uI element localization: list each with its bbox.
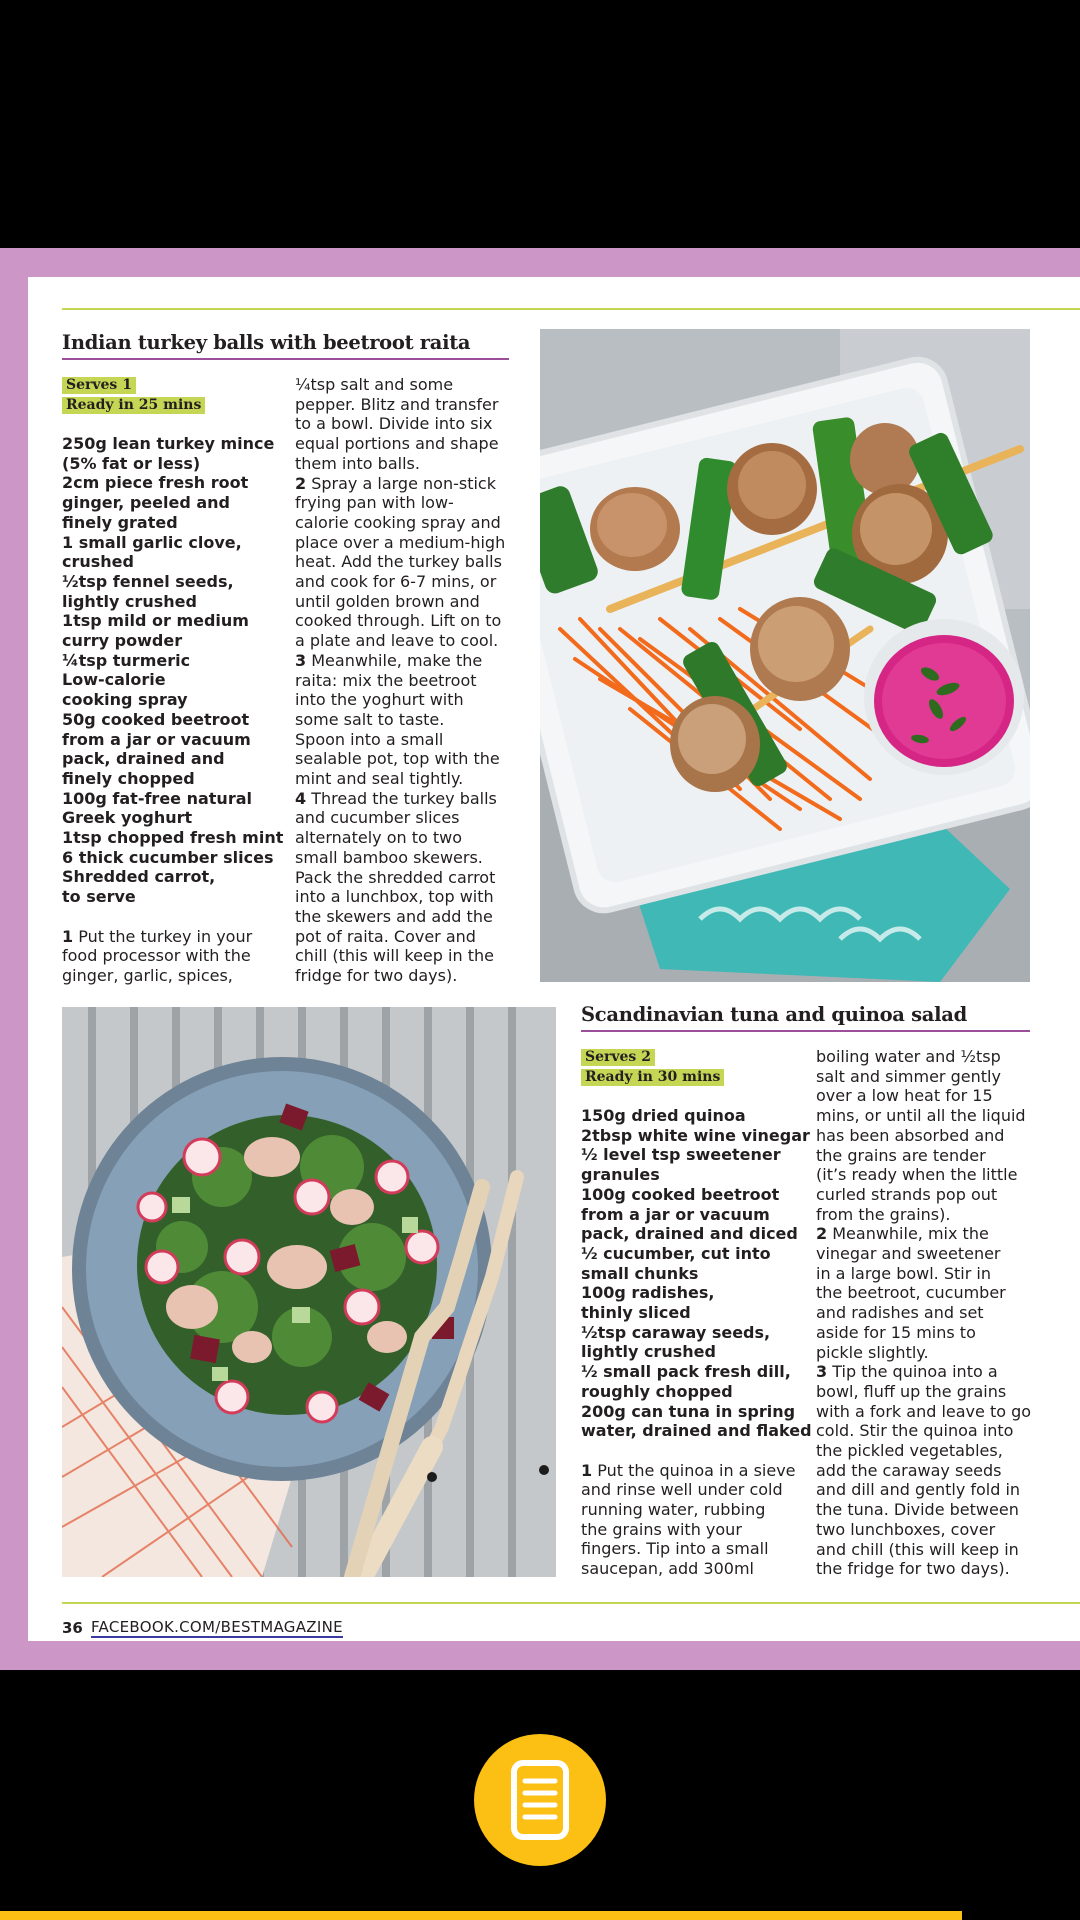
ingredient-line: 100g fat-free natural: [62, 788, 252, 808]
method-text: the skewers and add the: [295, 906, 493, 926]
method-text: fingers. Tip into a small: [581, 1539, 769, 1559]
method-line: [816, 1224, 1041, 1244]
method-line: [581, 1559, 806, 1579]
method-text: and dill and gently fold in: [816, 1480, 1021, 1500]
method-line: [581, 1520, 806, 1540]
method-text: Tip the quinoa into a: [832, 1362, 998, 1382]
recipe2-title-rule: [581, 1030, 1030, 1032]
method-line: [295, 710, 520, 730]
ingredient-line: 2cm piece fresh root: [62, 473, 249, 493]
tuna-salad-photo: [62, 1007, 556, 1577]
method-text: food processor with the: [62, 946, 251, 966]
method-line: [816, 1106, 1041, 1126]
method-line: [295, 395, 520, 415]
method-text: and chill (this will keep in: [816, 1539, 1019, 1559]
method-line: [295, 434, 520, 454]
ingredient-line: ½ small pack fresh dill,: [581, 1362, 791, 1382]
method-text: from the grains).: [816, 1204, 951, 1224]
method-text: two lunchboxes, cover: [816, 1519, 996, 1539]
method-line: [816, 1205, 1041, 1225]
page-number: 36: [62, 1619, 83, 1637]
method-text: the tuna. Divide between: [816, 1500, 1019, 1520]
method-text: to a bowl. Divide into six: [295, 414, 493, 434]
method-line: [295, 808, 520, 828]
ingredient-line: 150g dried quinoa: [581, 1106, 746, 1125]
ingredient-line: 1tsp chopped fresh mint: [62, 828, 284, 848]
document-button[interactable]: [474, 1734, 606, 1866]
method-text: (it’s ready when the little: [816, 1165, 1018, 1185]
method-line: [295, 375, 520, 395]
method-line: [816, 1480, 1041, 1500]
method-line: [816, 1244, 1041, 1264]
step-number: 1: [581, 1460, 593, 1480]
method-line: [295, 946, 520, 966]
ingredient-line: thinly sliced: [581, 1303, 691, 1323]
method-line: [816, 1441, 1041, 1461]
method-text: Thread the turkey balls: [311, 788, 497, 808]
method-text: Spray a large non-stick: [311, 473, 496, 493]
recipe2-method-part1: [581, 1461, 806, 1579]
method-text: chill (this will keep in the: [295, 946, 494, 966]
ingredient-line: 50g cooked beetroot: [62, 709, 250, 729]
ingredient-line: 200g can tuna in spring: [581, 1401, 796, 1421]
recipe1-title: Indian turkey balls with beetroot raita: [62, 331, 471, 354]
method-line: [295, 671, 520, 691]
method-line: [816, 1126, 1041, 1146]
method-text: saucepan, add 300ml: [581, 1559, 754, 1579]
method-line: [295, 474, 520, 494]
method-text: aside for 15 mins to: [816, 1322, 976, 1342]
method-line: [816, 1402, 1041, 1422]
method-text: Pack the shredded carrot: [295, 867, 496, 887]
recipe2-column-2: [816, 1047, 1041, 1579]
method-line: [62, 966, 292, 986]
method-line: [295, 907, 520, 927]
method-text: fridge for two days).: [295, 966, 458, 986]
method-text: has been absorbed and: [816, 1125, 1005, 1145]
method-line: [816, 1047, 1041, 1067]
method-line: [295, 631, 520, 651]
method-line: [816, 1185, 1041, 1205]
document-icon: [474, 1734, 606, 1866]
ingredient-line: pack, drained and diced: [581, 1224, 798, 1244]
step-number: 3: [295, 650, 307, 670]
ingredient-line: ½ cucumber, cut into: [581, 1243, 771, 1263]
method-line: [295, 730, 520, 750]
ingredient-line: 250g lean turkey mince: [62, 434, 275, 453]
ingredient-line: 1 small garlic clove,: [62, 532, 242, 552]
ingredient-line: small chunks: [581, 1263, 699, 1283]
method-line: [295, 828, 520, 848]
recipe2-ingredients: [581, 1106, 812, 1441]
method-text: mins, or until all the liquid: [816, 1106, 1026, 1126]
method-line: [295, 552, 520, 572]
recipe1-method-part1: [62, 927, 292, 986]
method-line: [295, 513, 520, 533]
method-text: add the caraway seeds: [816, 1460, 1002, 1480]
method-line: [295, 533, 520, 553]
recipe2-method-part2: [816, 1047, 1041, 1579]
ingredient-line: finely grated: [62, 512, 178, 532]
method-line: [816, 1343, 1041, 1363]
method-text: the grains with your: [581, 1519, 742, 1539]
method-line: [295, 592, 520, 612]
method-line: [816, 1067, 1041, 1087]
recipe2-column-1: [581, 1106, 812, 1579]
top-divider: [62, 308, 1080, 310]
method-line: [295, 651, 520, 671]
method-text: some salt to taste.: [295, 709, 445, 729]
ingredient-line: granules: [581, 1165, 660, 1185]
method-text: salt and simmer gently: [816, 1066, 1001, 1086]
ingredient-line: curry powder: [62, 631, 183, 651]
recipe1-title-rule: [62, 358, 509, 360]
method-line: [295, 572, 520, 592]
method-line: [581, 1480, 806, 1500]
method-text: running water, rubbing: [581, 1500, 766, 1520]
method-line: [816, 1421, 1041, 1441]
method-text: place over a medium-high: [295, 532, 506, 552]
method-line: [295, 749, 520, 769]
method-line: [816, 1520, 1041, 1540]
ingredient-line: from a jar or vacuum: [62, 729, 251, 749]
method-text: Put the quinoa in a sieve: [597, 1460, 796, 1480]
method-text: Spoon into a small: [295, 729, 444, 749]
method-text: vinegar and sweetener: [816, 1244, 1001, 1264]
method-line: [295, 690, 520, 710]
method-text: into a lunchbox, top with: [295, 887, 494, 907]
method-text: pot of raita. Cover and: [295, 926, 476, 946]
ingredient-line: ¼tsp turmeric: [62, 650, 191, 670]
ingredient-line: cooking spray: [62, 690, 188, 710]
method-text: raita: mix the beetroot: [295, 670, 477, 690]
method-line: [295, 769, 520, 789]
method-line: [816, 1303, 1041, 1323]
ingredient-line: 2tbsp white wine vinegar: [581, 1125, 810, 1145]
method-line: [295, 611, 520, 631]
method-text: sealable pot, top with the: [295, 749, 500, 769]
method-line: [816, 1540, 1041, 1560]
ingredient-line: Low-calorie: [62, 670, 166, 690]
facebook-link[interactable]: FACEBOOK.COM/BESTMAGAZINE: [91, 1618, 343, 1636]
method-text: and cook for 6-7 mins, or: [295, 572, 497, 592]
ingredient-line: ½tsp fennel seeds,: [62, 571, 234, 591]
method-line: [816, 1165, 1041, 1185]
method-line: [295, 887, 520, 907]
recipe1-serves-tag: Serves 1: [62, 377, 136, 394]
ingredient-line: to serve: [62, 887, 136, 907]
method-line: [295, 789, 520, 809]
ingredient-line: 100g radishes,: [581, 1283, 715, 1303]
method-line: [816, 1086, 1041, 1106]
ingredient-line: 1tsp mild or medium: [62, 611, 249, 631]
method-line: [295, 927, 520, 947]
ingredient-line: ginger, peeled and: [62, 493, 230, 513]
recipe1-ready-tag: Ready in 25 mins: [62, 397, 205, 414]
ingredient-line: crushed: [62, 552, 134, 572]
method-text: alternately on to two: [295, 828, 463, 848]
ingredient-line: roughly chopped: [581, 1381, 733, 1401]
method-line: [295, 848, 520, 868]
recipe1-ingredients: [62, 434, 292, 907]
ingredient-line: (5% fat or less): [62, 453, 201, 473]
method-line: [295, 868, 520, 888]
step-number: 2: [295, 473, 307, 493]
method-line: [816, 1461, 1041, 1481]
method-line: [581, 1539, 806, 1559]
step-number: 3: [816, 1362, 828, 1382]
method-text: until golden brown and: [295, 591, 480, 611]
method-line: [295, 493, 520, 513]
method-text: frying pan with low-: [295, 493, 454, 513]
method-text: ginger, garlic, spices,: [62, 965, 233, 985]
method-line: [816, 1559, 1041, 1579]
method-text: in a large bowl. Stir in: [816, 1263, 991, 1283]
magazine-page: [28, 277, 1080, 1641]
method-text: pepper. Blitz and transfer: [295, 394, 499, 414]
method-text: cold. Stir the quinoa into: [816, 1421, 1014, 1441]
ingredient-line: from a jar or vacuum: [581, 1204, 770, 1224]
recipe2-title: Scandinavian tuna and quinoa salad: [581, 1003, 967, 1026]
ingredient-line: Shredded carrot,: [62, 867, 216, 887]
recipe1-method-part2: [295, 375, 520, 986]
method-line: [816, 1382, 1041, 1402]
method-line: [816, 1264, 1041, 1284]
method-text: them into balls.: [295, 453, 420, 473]
ingredient-line: Greek yoghurt: [62, 808, 193, 828]
method-line: [295, 454, 520, 474]
method-text: and rinse well under cold: [581, 1480, 783, 1500]
method-text: ¼tsp salt and some: [295, 375, 454, 394]
method-text: a plate and leave to cool.: [295, 631, 499, 651]
method-line: [581, 1500, 806, 1520]
method-line: [816, 1362, 1041, 1382]
reading-progress-bar: [0, 1911, 962, 1920]
ingredient-line: lightly crushed: [62, 591, 197, 611]
method-text: the fridge for two days).: [816, 1559, 1010, 1579]
method-text: and radishes and set: [816, 1303, 984, 1323]
bottom-divider: [62, 1602, 1080, 1604]
ingredient-line: ½tsp caraway seeds,: [581, 1322, 771, 1342]
method-text: the beetroot, cucumber: [816, 1283, 1006, 1303]
method-text: calorie cooking spray and: [295, 512, 501, 532]
method-text: boiling water and ½tsp: [816, 1047, 1001, 1066]
step-number: 2: [816, 1224, 828, 1244]
ingredient-line: 6 thick cucumber slices: [62, 847, 274, 867]
recipe2-serves-tag: Serves 2: [581, 1049, 655, 1066]
method-text: pickle slightly.: [816, 1342, 929, 1362]
method-line: [62, 946, 292, 966]
step-number: 4: [295, 788, 307, 808]
method-text: bowl, fluff up the grains: [816, 1381, 1007, 1401]
method-line: [816, 1323, 1041, 1343]
recipe1-column-1: [62, 434, 292, 986]
recipe2-ready-tag: Ready in 30 mins: [581, 1069, 724, 1086]
method-text: heat. Add the turkey balls: [295, 552, 502, 572]
method-line: [581, 1461, 806, 1481]
method-text: into the yoghurt with: [295, 690, 464, 710]
ingredient-line: 100g cooked beetroot: [581, 1184, 780, 1204]
method-line: [62, 927, 292, 947]
method-text: curled strands pop out: [816, 1184, 998, 1204]
ingredient-line: pack, drained and: [62, 749, 225, 769]
ingredient-line: ½ level tsp sweetener: [581, 1145, 781, 1165]
method-text: Meanwhile, make the: [311, 650, 483, 670]
method-text: Put the turkey in your: [78, 926, 253, 946]
method-text: with a fork and leave to go: [816, 1401, 1032, 1421]
ingredient-line: finely chopped: [62, 768, 195, 788]
method-text: mint and seal tightly.: [295, 769, 464, 789]
method-text: the grains are tender: [816, 1145, 986, 1165]
method-text: Meanwhile, mix the: [832, 1224, 989, 1244]
turkey-balls-photo: [540, 329, 1030, 982]
method-line: [816, 1283, 1041, 1303]
recipe1-column-2: [295, 375, 520, 986]
method-text: equal portions and shape: [295, 434, 499, 454]
step-number: 1: [62, 926, 74, 946]
method-line: [816, 1500, 1041, 1520]
method-text: and cucumber slices: [295, 808, 460, 828]
method-line: [295, 414, 520, 434]
method-text: the pickled vegetables,: [816, 1441, 1003, 1461]
method-text: cooked through. Lift on to: [295, 611, 502, 631]
method-line: [295, 966, 520, 986]
method-text: over a low heat for 15: [816, 1086, 993, 1106]
ingredient-line: lightly crushed: [581, 1342, 716, 1362]
method-text: small bamboo skewers.: [295, 847, 483, 867]
method-line: [816, 1146, 1041, 1166]
ingredient-line: water, drained and flaked: [581, 1421, 812, 1441]
